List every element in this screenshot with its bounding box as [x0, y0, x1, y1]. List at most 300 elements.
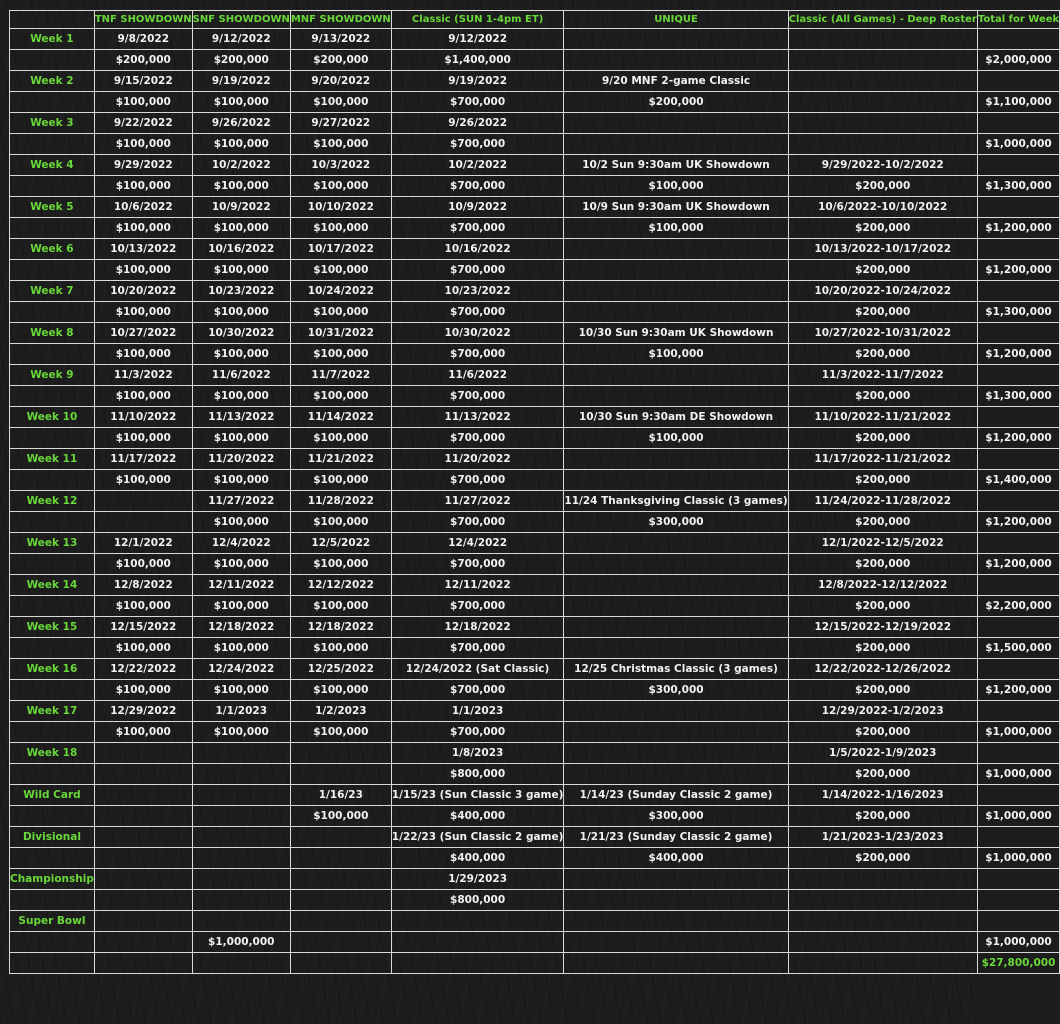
cell-unique[interactable] — [564, 470, 788, 491]
cell-snf[interactable]: 10/16/2022 — [192, 239, 290, 260]
cell-total[interactable] — [977, 659, 1059, 680]
cell-week-label[interactable] — [10, 512, 95, 533]
cell-snf[interactable]: $100,000 — [192, 554, 290, 575]
cell-unique[interactable]: $100,000 — [564, 428, 788, 449]
cell-tnf[interactable]: 12/29/2022 — [94, 701, 192, 722]
cell-tnf[interactable]: 10/20/2022 — [94, 281, 192, 302]
cell-mnf[interactable]: $100,000 — [290, 428, 391, 449]
cell-deep-roster[interactable]: 10/27/2022-10/31/2022 — [788, 323, 977, 344]
cell-total[interactable] — [977, 890, 1059, 911]
cell-unique[interactable]: $300,000 — [564, 680, 788, 701]
cell-tnf[interactable] — [94, 512, 192, 533]
cell-classic[interactable]: 10/30/2022 — [391, 323, 564, 344]
cell-week-label[interactable] — [10, 953, 95, 974]
cell-week-label[interactable]: Week 9 — [10, 365, 95, 386]
cell-unique[interactable]: $100,000 — [564, 176, 788, 197]
cell-week-label[interactable] — [10, 722, 95, 743]
cell-tnf[interactable]: $100,000 — [94, 302, 192, 323]
cell-classic[interactable]: $700,000 — [391, 344, 564, 365]
cell-deep-roster[interactable]: $200,000 — [788, 764, 977, 785]
cell-week-label[interactable]: Divisional — [10, 827, 95, 848]
cell-week-label[interactable]: Championship — [10, 869, 95, 890]
cell-classic[interactable]: $700,000 — [391, 386, 564, 407]
cell-tnf[interactable] — [94, 869, 192, 890]
cell-tnf[interactable] — [94, 911, 192, 932]
cell-total[interactable] — [977, 449, 1059, 470]
cell-total[interactable]: $1,200,000 — [977, 512, 1059, 533]
cell-deep-roster[interactable]: 10/20/2022-10/24/2022 — [788, 281, 977, 302]
cell-total[interactable]: $1,200,000 — [977, 428, 1059, 449]
cell-tnf[interactable]: $100,000 — [94, 470, 192, 491]
cell-unique[interactable] — [564, 722, 788, 743]
cell-mnf[interactable]: 12/18/2022 — [290, 617, 391, 638]
cell-deep-roster[interactable] — [788, 71, 977, 92]
cell-unique[interactable] — [564, 701, 788, 722]
cell-tnf[interactable]: 10/27/2022 — [94, 323, 192, 344]
cell-mnf[interactable]: $100,000 — [290, 260, 391, 281]
cell-week-label[interactable]: Week 12 — [10, 491, 95, 512]
cell-tnf[interactable]: 9/8/2022 — [94, 29, 192, 50]
cell-unique[interactable] — [564, 869, 788, 890]
cell-classic[interactable]: $400,000 — [391, 848, 564, 869]
cell-unique[interactable] — [564, 953, 788, 974]
cell-total[interactable] — [977, 743, 1059, 764]
cell-mnf[interactable]: 1/2/2023 — [290, 701, 391, 722]
cell-snf[interactable]: 1/1/2023 — [192, 701, 290, 722]
cell-total[interactable]: $1,200,000 — [977, 680, 1059, 701]
cell-total[interactable] — [977, 239, 1059, 260]
cell-unique[interactable] — [564, 932, 788, 953]
cell-mnf[interactable]: $100,000 — [290, 92, 391, 113]
cell-classic[interactable]: 12/11/2022 — [391, 575, 564, 596]
cell-classic[interactable]: 9/12/2022 — [391, 29, 564, 50]
cell-week-label[interactable]: Week 17 — [10, 701, 95, 722]
cell-tnf[interactable]: 9/15/2022 — [94, 71, 192, 92]
cell-week-label[interactable] — [10, 92, 95, 113]
cell-snf[interactable]: 10/30/2022 — [192, 323, 290, 344]
cell-snf[interactable]: $100,000 — [192, 680, 290, 701]
cell-unique[interactable] — [564, 365, 788, 386]
cell-classic[interactable]: 10/23/2022 — [391, 281, 564, 302]
cell-unique[interactable]: 10/30 Sun 9:30am UK Showdown — [564, 323, 788, 344]
cell-classic[interactable]: 11/13/2022 — [391, 407, 564, 428]
cell-mnf[interactable]: $100,000 — [290, 680, 391, 701]
cell-deep-roster[interactable]: 12/22/2022-12/26/2022 — [788, 659, 977, 680]
cell-total[interactable]: $1,000,000 — [977, 848, 1059, 869]
cell-total[interactable] — [977, 281, 1059, 302]
cell-deep-roster[interactable]: $200,000 — [788, 176, 977, 197]
header-cell-tnf[interactable]: TNF SHOWDOWN — [94, 11, 192, 29]
cell-tnf[interactable] — [94, 743, 192, 764]
cell-tnf[interactable]: $100,000 — [94, 386, 192, 407]
cell-week-label[interactable]: Week 1 — [10, 29, 95, 50]
cell-deep-roster[interactable] — [788, 869, 977, 890]
cell-week-label[interactable] — [10, 890, 95, 911]
header-cell-corner[interactable] — [10, 11, 95, 29]
cell-tnf[interactable]: 10/6/2022 — [94, 197, 192, 218]
cell-unique[interactable] — [564, 302, 788, 323]
cell-deep-roster[interactable]: 12/15/2022-12/19/2022 — [788, 617, 977, 638]
cell-snf[interactable] — [192, 743, 290, 764]
cell-unique[interactable] — [564, 890, 788, 911]
cell-snf[interactable]: $100,000 — [192, 722, 290, 743]
cell-week-label[interactable] — [10, 344, 95, 365]
cell-deep-roster[interactable] — [788, 911, 977, 932]
header-cell-classic[interactable]: Classic (SUN 1-4pm ET) — [391, 11, 564, 29]
cell-classic[interactable]: $700,000 — [391, 722, 564, 743]
cell-snf[interactable]: 10/9/2022 — [192, 197, 290, 218]
cell-total[interactable]: $1,500,000 — [977, 638, 1059, 659]
cell-deep-roster[interactable] — [788, 92, 977, 113]
cell-classic[interactable] — [391, 911, 564, 932]
cell-unique[interactable] — [564, 764, 788, 785]
cell-tnf[interactable] — [94, 827, 192, 848]
cell-week-label[interactable] — [10, 218, 95, 239]
cell-mnf[interactable]: $100,000 — [290, 176, 391, 197]
cell-tnf[interactable]: 12/1/2022 — [94, 533, 192, 554]
cell-snf[interactable] — [192, 953, 290, 974]
cell-deep-roster[interactable] — [788, 50, 977, 71]
cell-mnf[interactable]: $100,000 — [290, 638, 391, 659]
cell-mnf[interactable]: 11/14/2022 — [290, 407, 391, 428]
cell-classic[interactable]: 12/18/2022 — [391, 617, 564, 638]
cell-total[interactable]: $1,300,000 — [977, 386, 1059, 407]
cell-mnf[interactable]: 10/10/2022 — [290, 197, 391, 218]
cell-deep-roster[interactable] — [788, 932, 977, 953]
cell-snf[interactable]: $100,000 — [192, 386, 290, 407]
cell-classic[interactable]: 12/24/2022 (Sat Classic) — [391, 659, 564, 680]
cell-mnf[interactable]: $100,000 — [290, 806, 391, 827]
cell-week-label[interactable] — [10, 764, 95, 785]
cell-deep-roster[interactable]: $200,000 — [788, 260, 977, 281]
cell-deep-roster[interactable]: 12/1/2022-12/5/2022 — [788, 533, 977, 554]
header-cell-snf[interactable]: SNF SHOWDOWN — [192, 11, 290, 29]
cell-mnf[interactable] — [290, 848, 391, 869]
cell-snf[interactable] — [192, 764, 290, 785]
cell-unique[interactable] — [564, 575, 788, 596]
cell-deep-roster[interactable] — [788, 890, 977, 911]
cell-deep-roster[interactable]: 11/17/2022-11/21/2022 — [788, 449, 977, 470]
cell-snf[interactable]: $100,000 — [192, 596, 290, 617]
cell-classic[interactable]: 1/8/2023 — [391, 743, 564, 764]
cell-total[interactable] — [977, 323, 1059, 344]
cell-deep-roster[interactable]: $200,000 — [788, 680, 977, 701]
cell-week-label[interactable]: Week 10 — [10, 407, 95, 428]
cell-classic[interactable]: $700,000 — [391, 428, 564, 449]
cell-tnf[interactable]: 12/22/2022 — [94, 659, 192, 680]
cell-classic[interactable] — [391, 953, 564, 974]
cell-total[interactable] — [977, 155, 1059, 176]
cell-classic[interactable]: $700,000 — [391, 512, 564, 533]
cell-mnf[interactable]: 11/7/2022 — [290, 365, 391, 386]
cell-mnf[interactable]: 12/5/2022 — [290, 533, 391, 554]
cell-total[interactable] — [977, 701, 1059, 722]
cell-deep-roster[interactable]: 11/3/2022-11/7/2022 — [788, 365, 977, 386]
cell-classic[interactable]: 10/9/2022 — [391, 197, 564, 218]
cell-week-label[interactable]: Week 11 — [10, 449, 95, 470]
cell-deep-roster[interactable]: $200,000 — [788, 596, 977, 617]
cell-tnf[interactable]: $100,000 — [94, 260, 192, 281]
cell-week-label[interactable]: Week 5 — [10, 197, 95, 218]
cell-snf[interactable]: 9/26/2022 — [192, 113, 290, 134]
cell-unique[interactable]: $400,000 — [564, 848, 788, 869]
cell-week-label[interactable]: Week 3 — [10, 113, 95, 134]
cell-deep-roster[interactable]: $200,000 — [788, 512, 977, 533]
cell-mnf[interactable]: 1/16/23 — [290, 785, 391, 806]
cell-mnf[interactable] — [290, 827, 391, 848]
cell-snf[interactable]: 10/23/2022 — [192, 281, 290, 302]
cell-mnf[interactable]: 10/24/2022 — [290, 281, 391, 302]
cell-unique[interactable] — [564, 449, 788, 470]
cell-snf[interactable]: $100,000 — [192, 176, 290, 197]
cell-tnf[interactable]: 9/22/2022 — [94, 113, 192, 134]
header-cell-deep-roster[interactable]: Classic (All Games) - Deep Roster — [788, 11, 977, 29]
cell-deep-roster[interactable]: 10/6/2022-10/10/2022 — [788, 197, 977, 218]
cell-snf[interactable]: $100,000 — [192, 638, 290, 659]
cell-snf[interactable] — [192, 869, 290, 890]
cell-snf[interactable]: $100,000 — [192, 512, 290, 533]
cell-deep-roster[interactable]: 1/21/2023-1/23/2023 — [788, 827, 977, 848]
cell-snf[interactable] — [192, 827, 290, 848]
cell-deep-roster[interactable]: 1/14/2022-1/16/2023 — [788, 785, 977, 806]
cell-deep-roster[interactable]: 11/10/2022-11/21/2022 — [788, 407, 977, 428]
cell-tnf[interactable]: 12/8/2022 — [94, 575, 192, 596]
cell-week-label[interactable] — [10, 554, 95, 575]
cell-tnf[interactable]: $100,000 — [94, 428, 192, 449]
cell-total[interactable]: $1,300,000 — [977, 176, 1059, 197]
cell-classic[interactable]: 1/22/23 (Sun Classic 2 game) — [391, 827, 564, 848]
cell-deep-roster[interactable]: 10/13/2022-10/17/2022 — [788, 239, 977, 260]
cell-deep-roster[interactable]: $200,000 — [788, 806, 977, 827]
cell-classic[interactable]: $700,000 — [391, 680, 564, 701]
cell-week-label[interactable] — [10, 680, 95, 701]
cell-classic[interactable]: $1,400,000 — [391, 50, 564, 71]
cell-unique[interactable]: 9/20 MNF 2-game Classic — [564, 71, 788, 92]
cell-tnf[interactable]: 9/29/2022 — [94, 155, 192, 176]
cell-deep-roster[interactable]: $200,000 — [788, 554, 977, 575]
cell-snf[interactable]: $100,000 — [192, 344, 290, 365]
cell-week-label[interactable]: Week 7 — [10, 281, 95, 302]
cell-mnf[interactable]: $100,000 — [290, 386, 391, 407]
cell-mnf[interactable]: 10/31/2022 — [290, 323, 391, 344]
cell-mnf[interactable]: $100,000 — [290, 302, 391, 323]
cell-total[interactable] — [977, 197, 1059, 218]
cell-deep-roster[interactable]: $200,000 — [788, 428, 977, 449]
cell-week-label[interactable]: Week 18 — [10, 743, 95, 764]
cell-mnf[interactable]: 11/21/2022 — [290, 449, 391, 470]
cell-week-label[interactable]: Wild Card — [10, 785, 95, 806]
cell-classic[interactable]: 1/29/2023 — [391, 869, 564, 890]
cell-mnf[interactable] — [290, 743, 391, 764]
cell-tnf[interactable] — [94, 848, 192, 869]
cell-unique[interactable]: 1/21/23 (Sunday Classic 2 game) — [564, 827, 788, 848]
cell-total[interactable] — [977, 617, 1059, 638]
cell-unique[interactable] — [564, 638, 788, 659]
cell-week-label[interactable] — [10, 302, 95, 323]
cell-tnf[interactable]: 10/13/2022 — [94, 239, 192, 260]
cell-classic[interactable]: 11/6/2022 — [391, 365, 564, 386]
cell-tnf[interactable]: 11/3/2022 — [94, 365, 192, 386]
cell-week-label[interactable] — [10, 848, 95, 869]
cell-deep-roster[interactable] — [788, 953, 977, 974]
cell-deep-roster[interactable]: $200,000 — [788, 470, 977, 491]
cell-unique[interactable]: 11/24 Thanksgiving Classic (3 games) — [564, 491, 788, 512]
cell-total[interactable]: $1,000,000 — [977, 806, 1059, 827]
cell-tnf[interactable] — [94, 953, 192, 974]
cell-unique[interactable] — [564, 743, 788, 764]
cell-classic[interactable]: 11/27/2022 — [391, 491, 564, 512]
cell-total[interactable]: $1,200,000 — [977, 554, 1059, 575]
cell-snf[interactable] — [192, 911, 290, 932]
header-cell-unique[interactable]: UNIQUE — [564, 11, 788, 29]
cell-total[interactable] — [977, 827, 1059, 848]
cell-mnf[interactable]: $100,000 — [290, 722, 391, 743]
cell-snf[interactable]: $1,000,000 — [192, 932, 290, 953]
cell-snf[interactable]: 12/11/2022 — [192, 575, 290, 596]
cell-unique[interactable] — [564, 260, 788, 281]
cell-week-label[interactable]: Week 4 — [10, 155, 95, 176]
cell-total[interactable] — [977, 113, 1059, 134]
cell-tnf[interactable] — [94, 932, 192, 953]
header-cell-mnf[interactable]: MNF SHOWDOWN — [290, 11, 391, 29]
cell-deep-roster[interactable]: $200,000 — [788, 218, 977, 239]
cell-mnf[interactable] — [290, 869, 391, 890]
cell-classic[interactable]: $800,000 — [391, 764, 564, 785]
cell-unique[interactable]: 10/30 Sun 9:30am DE Showdown — [564, 407, 788, 428]
cell-snf[interactable] — [192, 890, 290, 911]
cell-classic[interactable]: $700,000 — [391, 134, 564, 155]
cell-week-label[interactable] — [10, 806, 95, 827]
cell-week-label[interactable] — [10, 932, 95, 953]
cell-deep-roster[interactable]: $200,000 — [788, 302, 977, 323]
cell-deep-roster[interactable] — [788, 29, 977, 50]
cell-classic[interactable]: $700,000 — [391, 554, 564, 575]
cell-snf[interactable]: 11/13/2022 — [192, 407, 290, 428]
cell-total[interactable] — [977, 407, 1059, 428]
cell-week-label[interactable]: Super Bowl — [10, 911, 95, 932]
cell-deep-roster[interactable]: $200,000 — [788, 386, 977, 407]
cell-snf[interactable]: $100,000 — [192, 134, 290, 155]
cell-tnf[interactable] — [94, 890, 192, 911]
cell-classic[interactable]: $400,000 — [391, 806, 564, 827]
cell-tnf[interactable]: $100,000 — [94, 722, 192, 743]
cell-deep-roster[interactable] — [788, 134, 977, 155]
cell-mnf[interactable]: 11/28/2022 — [290, 491, 391, 512]
cell-unique[interactable] — [564, 617, 788, 638]
cell-week-label[interactable] — [10, 50, 95, 71]
cell-week-label[interactable] — [10, 638, 95, 659]
cell-unique[interactable]: $200,000 — [564, 92, 788, 113]
cell-total[interactable] — [977, 785, 1059, 806]
cell-unique[interactable]: 1/14/23 (Sunday Classic 2 game) — [564, 785, 788, 806]
cell-week-label[interactable]: Week 13 — [10, 533, 95, 554]
cell-unique[interactable]: $300,000 — [564, 512, 788, 533]
cell-mnf[interactable]: 9/27/2022 — [290, 113, 391, 134]
cell-unique[interactable] — [564, 533, 788, 554]
cell-mnf[interactable]: 12/25/2022 — [290, 659, 391, 680]
cell-tnf[interactable] — [94, 785, 192, 806]
cell-snf[interactable]: $100,000 — [192, 470, 290, 491]
cell-total[interactable]: $1,000,000 — [977, 722, 1059, 743]
cell-total[interactable] — [977, 911, 1059, 932]
cell-total[interactable]: $1,400,000 — [977, 470, 1059, 491]
cell-unique[interactable] — [564, 134, 788, 155]
cell-unique[interactable]: $100,000 — [564, 344, 788, 365]
cell-mnf[interactable]: 10/3/2022 — [290, 155, 391, 176]
cell-unique[interactable] — [564, 386, 788, 407]
cell-unique[interactable] — [564, 239, 788, 260]
cell-classic[interactable]: $700,000 — [391, 638, 564, 659]
cell-mnf[interactable]: $100,000 — [290, 554, 391, 575]
cell-classic[interactable]: 11/20/2022 — [391, 449, 564, 470]
cell-total[interactable]: $2,200,000 — [977, 596, 1059, 617]
cell-mnf[interactable]: $100,000 — [290, 344, 391, 365]
cell-tnf[interactable]: $100,000 — [94, 218, 192, 239]
cell-total[interactable]: $1,200,000 — [977, 344, 1059, 365]
cell-unique[interactable]: $300,000 — [564, 806, 788, 827]
cell-total[interactable] — [977, 575, 1059, 596]
cell-snf[interactable]: 9/19/2022 — [192, 71, 290, 92]
cell-unique[interactable] — [564, 113, 788, 134]
cell-week-label[interactable] — [10, 134, 95, 155]
cell-classic[interactable]: 9/26/2022 — [391, 113, 564, 134]
cell-mnf[interactable]: $100,000 — [290, 218, 391, 239]
cell-unique[interactable]: $100,000 — [564, 218, 788, 239]
cell-week-label[interactable] — [10, 428, 95, 449]
cell-week-label[interactable] — [10, 596, 95, 617]
cell-deep-roster[interactable]: 11/24/2022-11/28/2022 — [788, 491, 977, 512]
cell-snf[interactable]: $100,000 — [192, 260, 290, 281]
cell-tnf[interactable] — [94, 764, 192, 785]
cell-unique[interactable]: 10/9 Sun 9:30am UK Showdown — [564, 197, 788, 218]
cell-mnf[interactable]: $100,000 — [290, 596, 391, 617]
cell-total[interactable] — [977, 365, 1059, 386]
cell-tnf[interactable]: 12/15/2022 — [94, 617, 192, 638]
cell-snf[interactable] — [192, 785, 290, 806]
cell-tnf[interactable]: $100,000 — [94, 176, 192, 197]
cell-unique[interactable]: 10/2 Sun 9:30am UK Showdown — [564, 155, 788, 176]
cell-deep-roster[interactable]: 1/5/2022-1/9/2023 — [788, 743, 977, 764]
cell-classic[interactable]: 10/16/2022 — [391, 239, 564, 260]
cell-classic[interactable]: 1/15/23 (Sun Classic 3 game) — [391, 785, 564, 806]
cell-unique[interactable] — [564, 281, 788, 302]
header-cell-total[interactable]: Total for Week — [977, 11, 1059, 29]
cell-total[interactable]: $1,000,000 — [977, 134, 1059, 155]
cell-classic[interactable] — [391, 932, 564, 953]
cell-deep-roster[interactable]: 9/29/2022-10/2/2022 — [788, 155, 977, 176]
cell-deep-roster[interactable]: $200,000 — [788, 722, 977, 743]
cell-deep-roster[interactable]: $200,000 — [788, 344, 977, 365]
cell-snf[interactable]: $100,000 — [192, 302, 290, 323]
cell-total[interactable]: $1,200,000 — [977, 260, 1059, 281]
cell-classic[interactable]: $700,000 — [391, 260, 564, 281]
cell-week-label[interactable] — [10, 470, 95, 491]
cell-tnf[interactable]: $100,000 — [94, 554, 192, 575]
cell-mnf[interactable]: 9/20/2022 — [290, 71, 391, 92]
cell-snf[interactable]: 12/18/2022 — [192, 617, 290, 638]
cell-total[interactable]: $1,100,000 — [977, 92, 1059, 113]
cell-unique[interactable] — [564, 29, 788, 50]
cell-tnf[interactable]: 11/17/2022 — [94, 449, 192, 470]
cell-mnf[interactable] — [290, 932, 391, 953]
cell-snf[interactable]: $200,000 — [192, 50, 290, 71]
cell-week-label[interactable]: Week 15 — [10, 617, 95, 638]
cell-total[interactable]: $27,800,000 — [977, 953, 1059, 974]
cell-tnf[interactable]: $100,000 — [94, 134, 192, 155]
cell-snf[interactable]: 11/27/2022 — [192, 491, 290, 512]
cell-deep-roster[interactable] — [788, 113, 977, 134]
cell-total[interactable] — [977, 29, 1059, 50]
